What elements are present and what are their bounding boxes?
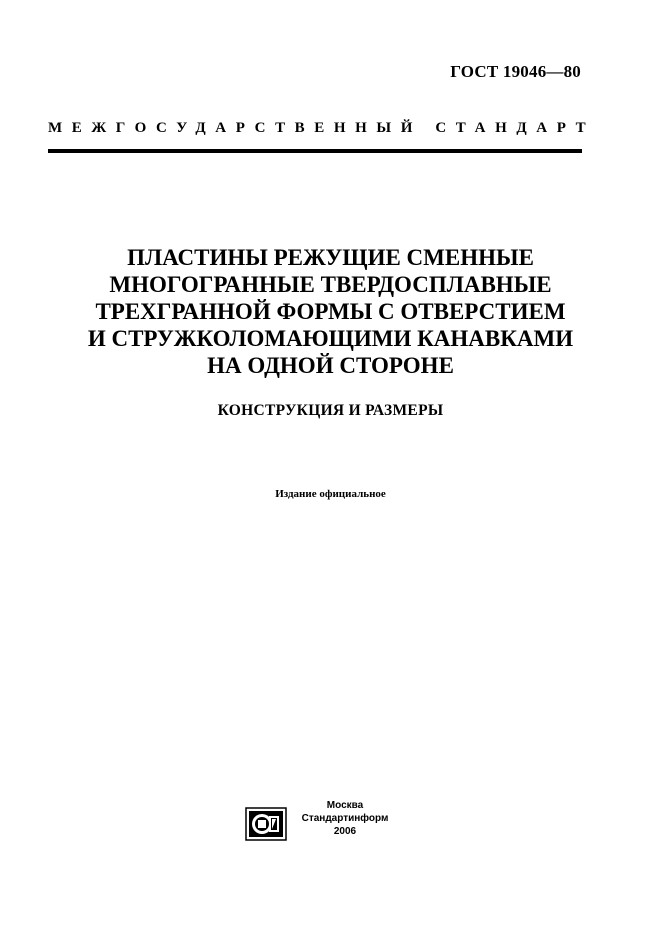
title-line: ТРЕХГРАННОЙ ФОРМЫ С ОТВЕРСТИЕМ (95, 299, 566, 324)
title-line: НА ОДНОЙ СТОРОНЕ (207, 353, 454, 378)
document-subtitle: КОНСТРУКЦИЯ И РАЗМЕРЫ (217, 402, 444, 419)
standard-type-heading: МЕЖГОСУДАРСТВЕННЫЙ СТАНДАРТ (48, 120, 596, 136)
edition-note: Издание официальное (275, 488, 386, 500)
publisher-name: Стандартинформ (301, 813, 389, 824)
document-title (30, 244, 631, 379)
publication-year: 2006 (333, 826, 357, 837)
title-line: И СТРУЖКОЛОМАЮЩИМИ КАНАВКАМИ (87, 326, 574, 351)
title-line: ПЛАСТИНЫ РЕЖУЩИЕ СМЕННЫЕ (127, 245, 534, 270)
standartinform-logo-icon (245, 807, 287, 841)
publisher-city: Москва (326, 800, 364, 811)
header-divider (48, 149, 582, 153)
document-number: ГОСТ 19046—80 (450, 62, 581, 81)
publisher-info (300, 799, 390, 838)
title-line: МНОГОГРАННЫЕ ТВЕРДОСПЛАВНЫЕ (109, 272, 552, 297)
publisher-block (245, 799, 405, 849)
